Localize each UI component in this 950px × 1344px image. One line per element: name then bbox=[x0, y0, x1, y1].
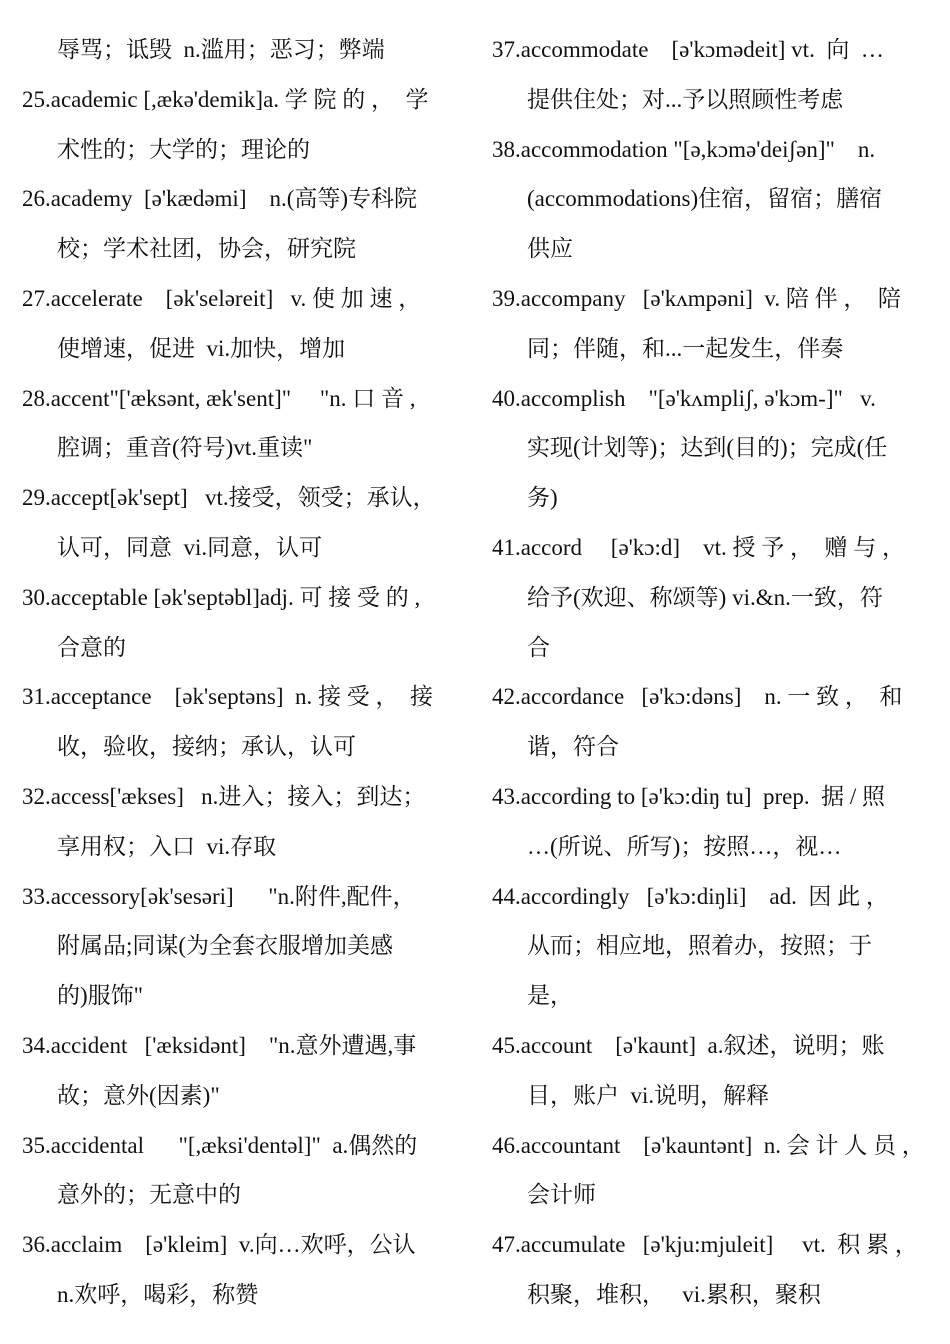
definition-text: 附属品;同谋(为全套衣服增加美感 bbox=[57, 933, 394, 959]
headword: accord bbox=[520, 534, 583, 560]
definition-text: 校；学术社团，协会，研究院 bbox=[57, 236, 356, 262]
entry-number: 32. bbox=[22, 783, 51, 809]
entry-line bbox=[22, 872, 462, 922]
entry-number: 46. bbox=[492, 1132, 521, 1158]
definition-text: 收，验收，接纳；承认，认可 bbox=[57, 734, 356, 760]
entry-continuation-line bbox=[22, 1071, 462, 1121]
definition-text: 合意的 bbox=[57, 634, 126, 660]
entry-number: 39. bbox=[492, 285, 521, 311]
entry-line bbox=[492, 772, 940, 822]
entry-number: 28. bbox=[22, 385, 51, 411]
headword: accumulate bbox=[520, 1232, 626, 1258]
headword: accomplish bbox=[520, 385, 626, 411]
phonetic-and-definition: [ə'kʌmpəni] v. 陪 伴 ， 陪 bbox=[625, 285, 901, 311]
definition-text: 认可，同意 vi.同意，认可 bbox=[57, 534, 323, 560]
definition-text: 同；伴随，和...一起发生，伴奏 bbox=[527, 335, 844, 361]
entry-continuation-line bbox=[22, 125, 462, 175]
entry-continuation-line bbox=[492, 971, 940, 1021]
phonetic-and-definition: [ə'kɔ:d] vt. 授 予 ， 赠 与 ， bbox=[582, 534, 905, 560]
headword: academic bbox=[50, 86, 138, 112]
phonetic-and-definition: [ək'seləreit] v. 使 加 速 ， bbox=[142, 285, 422, 311]
entry-number: 25. bbox=[22, 86, 51, 112]
entry-continuation-line bbox=[22, 822, 462, 872]
entry-number: 44. bbox=[492, 883, 521, 909]
entry-continuation-line bbox=[492, 224, 940, 274]
headword: accessory bbox=[50, 883, 141, 909]
entry-line bbox=[22, 573, 462, 623]
headword: accidental bbox=[50, 1132, 144, 1158]
entry-continuation-line bbox=[22, 324, 462, 374]
entry-continuation-line bbox=[22, 423, 462, 473]
entry-line bbox=[22, 75, 462, 125]
entry-line bbox=[492, 125, 940, 175]
entry-continuation-line bbox=[492, 822, 940, 872]
entry-line bbox=[492, 374, 940, 424]
entry-continuation-line bbox=[22, 722, 462, 772]
definition-text: 实现(计划等)；达到(目的)；完成(任 bbox=[527, 435, 888, 461]
entry-line bbox=[22, 274, 462, 324]
phonetic-and-definition: [ə'kauntənt] n. 会 计 人 员 ， bbox=[620, 1132, 925, 1158]
entry-line bbox=[492, 1220, 940, 1270]
right-column bbox=[492, 25, 940, 1320]
phonetic-and-definition: [ə'kɔ:diŋ tu] prep. 据 / 照 bbox=[635, 783, 886, 809]
entry-number: 47. bbox=[492, 1232, 521, 1258]
entry-continuation-line bbox=[492, 722, 940, 772]
headword: according to bbox=[520, 783, 636, 809]
definition-text: …(所说、所写)；按照…，视… bbox=[527, 833, 842, 859]
entry-number: 36. bbox=[22, 1232, 51, 1258]
entry-continuation-line bbox=[492, 921, 940, 971]
definition-text: 给予(欢迎、称颂等) vi.&n.一致，符 bbox=[527, 584, 883, 610]
headword: accelerate bbox=[50, 285, 143, 311]
definition-text: 使增速，促进 vi.加快，增加 bbox=[57, 335, 346, 361]
entry-line bbox=[22, 672, 462, 722]
headword: acclaim bbox=[50, 1232, 123, 1258]
phonetic-and-definition: ['æksidənt] "n.意外遭遇,事 bbox=[127, 1032, 417, 1058]
phonetic-and-definition: [ək'septəbl]adj. 可 接 受 的 , bbox=[147, 584, 421, 610]
entry-number: 29. bbox=[22, 485, 51, 511]
headword: accordance bbox=[520, 684, 625, 710]
left-column bbox=[22, 25, 462, 1320]
entry-continuation-line bbox=[22, 623, 462, 673]
definition-text: 供应 bbox=[527, 236, 573, 262]
entry-number: 34. bbox=[22, 1032, 51, 1058]
definition-text: 是， bbox=[527, 983, 573, 1009]
entry-continuation-line bbox=[492, 174, 940, 224]
entry-continuation-line bbox=[22, 523, 462, 573]
entry-number: 31. bbox=[22, 684, 51, 710]
phonetic-and-definition: [ə'kɔ:dəns] n. 一 致 ， 和 bbox=[624, 684, 903, 710]
entry-continuation-line bbox=[492, 1170, 940, 1220]
entry-line bbox=[22, 772, 462, 822]
headword: accent bbox=[50, 385, 110, 411]
entry-line bbox=[22, 473, 462, 523]
phonetic-and-definition: [,ækə'demik]a. 学 院 的 ， 学 bbox=[137, 86, 429, 112]
definition-text: 术性的；大学的；理论的 bbox=[57, 136, 310, 162]
entry-continuation-line bbox=[492, 423, 940, 473]
phonetic-and-definition: [ə'kaunt] a.叙述，说明；账 bbox=[592, 1032, 885, 1058]
entry-continuation-line bbox=[22, 224, 462, 274]
entry-line bbox=[22, 1220, 462, 1270]
entry-number: 40. bbox=[492, 385, 521, 411]
entry-number: 27. bbox=[22, 285, 51, 311]
definition-text: n.欢呼，喝彩，称赞 bbox=[57, 1281, 259, 1307]
phonetic-and-definition: "[ə'kʌmpliʃ, ə'kɔm-]" v. bbox=[625, 385, 876, 411]
entry-continuation-line bbox=[492, 75, 940, 125]
entry-line bbox=[492, 25, 940, 75]
phonetic-and-definition: "[,æksi'dentəl]" a.偶然的 bbox=[143, 1132, 418, 1158]
headword: academy bbox=[50, 186, 133, 212]
entry-line bbox=[22, 1121, 462, 1171]
phonetic-and-definition: [ək'septəns] n. 接 受 ， 接 bbox=[151, 684, 433, 710]
entry-continuation-line bbox=[22, 921, 462, 971]
entry-line bbox=[492, 872, 940, 922]
entry-continuation-line bbox=[492, 473, 940, 523]
definition-text: 享用权；入口 vi.存取 bbox=[57, 833, 277, 859]
entry-number: 37. bbox=[492, 37, 521, 62]
entry-number: 30. bbox=[22, 584, 51, 610]
entry-line bbox=[492, 672, 940, 722]
phonetic-and-definition: ['ækses] n.进入；接入；到达； bbox=[109, 783, 426, 809]
entry-continuation-line bbox=[492, 1270, 940, 1320]
headword: accommodate bbox=[520, 37, 649, 62]
phonetic-and-definition: [ə'kleim] v.向…欢呼，公认 bbox=[122, 1232, 416, 1258]
entry-continuation-line bbox=[492, 623, 940, 673]
definition-text: 的)服饰" bbox=[57, 983, 144, 1009]
definition-text: 腔调；重音(符号)vt.重读" bbox=[57, 435, 313, 461]
phonetic-and-definition: [ə'kædəmi] n.(高等)专科院 bbox=[132, 186, 418, 212]
definition-text: 合 bbox=[527, 634, 550, 660]
entry-number: 42. bbox=[492, 684, 521, 710]
phonetic-and-definition: [ə'kɔ:diŋli] ad. 因 此 ， bbox=[629, 883, 889, 909]
entry-line bbox=[492, 1021, 940, 1071]
entry-continuation-line bbox=[492, 1071, 940, 1121]
definition-text: 提供住处；对...予以照顾性考虑 bbox=[527, 86, 844, 112]
definition-text: 辱骂；诋毁 n.滥用；恶习；弊端 bbox=[57, 37, 385, 62]
entry-continuation-line bbox=[22, 1170, 462, 1220]
definition-text: 意外的；无意中的 bbox=[57, 1182, 241, 1208]
entry-line bbox=[492, 274, 940, 324]
phonetic-and-definition: "[ə,kɔmə'deiʃən]" n. bbox=[667, 136, 876, 162]
headword: accident bbox=[50, 1032, 128, 1058]
definition-text: 积聚，堆积， vi.累积，聚积 bbox=[527, 1281, 821, 1307]
entry-line bbox=[22, 1021, 462, 1071]
entry-continuation-line bbox=[492, 324, 940, 374]
phonetic-and-definition: [ə'kju:mjuleit] vt. 积 累 ， bbox=[625, 1232, 918, 1258]
phonetic-and-definition: [ək'sept] vt.接受，领受；承认， bbox=[109, 485, 436, 511]
headword: access bbox=[50, 783, 110, 809]
headword: accept bbox=[50, 485, 110, 511]
headword: accommodation bbox=[520, 136, 668, 162]
phonetic-and-definition: [ək'sesəri] "n.附件,配件， bbox=[140, 883, 416, 909]
entry-line bbox=[492, 1121, 940, 1171]
definition-text: 从而；相应地，照着办，按照；于 bbox=[527, 933, 872, 959]
entry-number: 35. bbox=[22, 1132, 51, 1158]
definition-text: 务) bbox=[527, 485, 558, 511]
definition-text: 目，账户 vi.说明，解释 bbox=[527, 1082, 770, 1108]
headword: accountant bbox=[520, 1132, 621, 1158]
entry-continuation-line bbox=[492, 573, 940, 623]
definition-text: 故；意外(因素)" bbox=[57, 1082, 220, 1108]
entry-number: 26. bbox=[22, 186, 51, 212]
definition-text: (accommodations)住宿，留宿；膳宿 bbox=[527, 186, 883, 212]
entry-number: 45. bbox=[492, 1032, 521, 1058]
entry-line bbox=[22, 374, 462, 424]
headword: acceptable bbox=[50, 584, 148, 610]
phonetic-and-definition: "['æksənt, æk'sent]" "n. 口 音 , bbox=[109, 385, 416, 411]
entry-continuation-line bbox=[22, 1270, 462, 1320]
entry-continuation-line bbox=[22, 971, 462, 1021]
entry-continuation-line bbox=[22, 25, 462, 75]
entry-number: 41. bbox=[492, 534, 521, 560]
definition-text: 会计师 bbox=[527, 1182, 596, 1208]
entry-number: 43. bbox=[492, 783, 521, 809]
headword: accordingly bbox=[520, 883, 630, 909]
headword: acceptance bbox=[50, 684, 152, 710]
entry-number: 38. bbox=[492, 136, 521, 162]
headword: accompany bbox=[520, 285, 626, 311]
entry-line bbox=[492, 523, 940, 573]
entry-line bbox=[22, 174, 462, 224]
entry-number: 33. bbox=[22, 883, 51, 909]
definition-text: 谐，符合 bbox=[527, 734, 619, 760]
headword: account bbox=[520, 1032, 593, 1058]
phonetic-and-definition: [ə'kɔmədeit] vt. 向 … bbox=[648, 37, 884, 62]
